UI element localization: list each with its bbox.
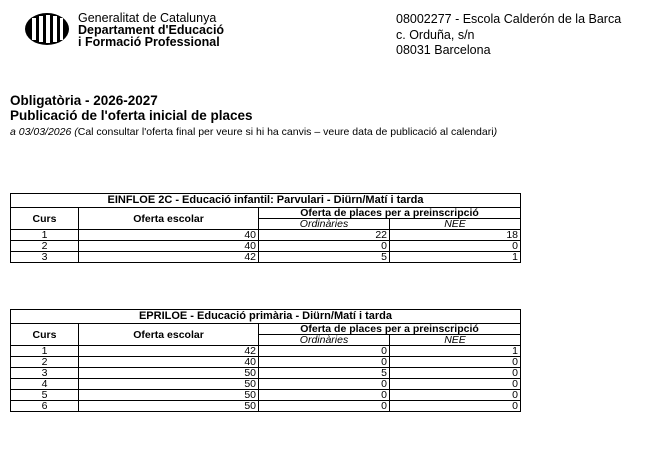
table-row — [11, 390, 521, 401]
org-line-1: Generalitat de Catalunya — [78, 11, 217, 25]
table-row — [11, 346, 521, 357]
cell-nee: 0 — [390, 401, 521, 412]
org-line-3: i Formació Professional — [78, 35, 220, 49]
cell-curs: 3 — [11, 252, 79, 263]
cell-ordinaries: 5 — [259, 368, 390, 379]
col-header-group: Oferta de places per a preinscripció — [259, 324, 521, 335]
col-header-oferta: Oferta escolar — [79, 208, 259, 230]
col-header-group: Oferta de places per a preinscripció — [259, 208, 521, 219]
school-street: c. Orduña, s/n — [396, 27, 475, 42]
table-row — [11, 241, 521, 252]
cell-ordinaries: 0 — [259, 401, 390, 412]
org-line-2: Departament d'Educació — [78, 23, 225, 37]
cell-ordinaries: 0 — [259, 390, 390, 401]
cell-nee: 0 — [390, 357, 521, 368]
cell-nee: 0 — [390, 241, 521, 252]
cell-curs: 1 — [11, 346, 79, 357]
table-title: EINFLOE 2C - Educació infantil: Parvulari - Diürn/Matí i tarda — [11, 194, 521, 208]
school-name: 08002277 - Escola Calderón de la Barca — [396, 12, 622, 26]
document-subtitle: Publicació de l'oferta inicial de places — [10, 108, 253, 123]
col-header-curs: Curs — [11, 324, 79, 346]
cell-ordinaries: 22 — [259, 230, 390, 241]
cell-curs: 1 — [11, 230, 79, 241]
cell-oferta: 50 — [79, 368, 259, 379]
cell-oferta: 42 — [79, 252, 259, 263]
generalitat-logo-icon — [24, 12, 70, 46]
col-header-nee: NEE — [390, 219, 521, 230]
cell-nee: 0 — [390, 368, 521, 379]
table-row — [11, 368, 521, 379]
cell-curs: 2 — [11, 241, 79, 252]
table-row — [11, 252, 521, 263]
offer-table-primaria — [10, 309, 521, 412]
cell-oferta: 50 — [79, 379, 259, 390]
document-heading — [10, 93, 497, 139]
cell-oferta: 40 — [79, 241, 259, 252]
table-title: EPRILOE - Educació primària - Diürn/Matí i tarda — [11, 310, 521, 324]
cell-oferta: 40 — [79, 357, 259, 368]
offer-table-infantil — [10, 193, 521, 263]
table-row — [11, 379, 521, 390]
cell-nee: 0 — [390, 390, 521, 401]
document-title: Obligatòria - 2026-2027 — [10, 93, 158, 108]
cell-ordinaries: 0 — [259, 241, 390, 252]
table-row — [11, 401, 521, 412]
cell-nee: 0 — [390, 379, 521, 390]
cell-nee: 18 — [390, 230, 521, 241]
col-header-curs: Curs — [11, 208, 79, 230]
cell-nee: 1 — [390, 346, 521, 357]
col-header-oferta: Oferta escolar — [79, 324, 259, 346]
col-header-nee: NEE — [390, 335, 521, 346]
cell-oferta: 50 — [79, 390, 259, 401]
cell-nee: 1 — [390, 252, 521, 263]
publication-note — [10, 125, 497, 139]
cell-oferta: 40 — [79, 230, 259, 241]
cell-curs: 5 — [11, 390, 79, 401]
school-city: 08031 Barcelona — [396, 43, 491, 57]
cell-curs: 6 — [11, 401, 79, 412]
cell-ordinaries: 0 — [259, 379, 390, 390]
cell-ordinaries: 0 — [259, 346, 390, 357]
cell-oferta: 42 — [79, 346, 259, 357]
table-row — [11, 230, 521, 241]
school-address — [396, 12, 621, 59]
publication-note-text: Cal consultar l'oferta final per veure si hi ha canvis – veure data de publicació al calendari — [77, 126, 494, 138]
cell-oferta: 50 — [79, 401, 259, 412]
cell-curs: 2 — [11, 357, 79, 368]
col-header-ordinaries: Ordinàries — [259, 219, 390, 230]
publication-date: a 03/03/2026 ( — [10, 126, 78, 138]
table-row — [11, 357, 521, 368]
cell-ordinaries: 5 — [259, 252, 390, 263]
cell-curs: 4 — [11, 379, 79, 390]
organization-name — [78, 12, 224, 48]
cell-ordinaries: 0 — [259, 357, 390, 368]
col-header-ordinaries: Ordinàries — [259, 335, 390, 346]
cell-curs: 3 — [11, 368, 79, 379]
publication-note-close: ) — [493, 126, 498, 138]
